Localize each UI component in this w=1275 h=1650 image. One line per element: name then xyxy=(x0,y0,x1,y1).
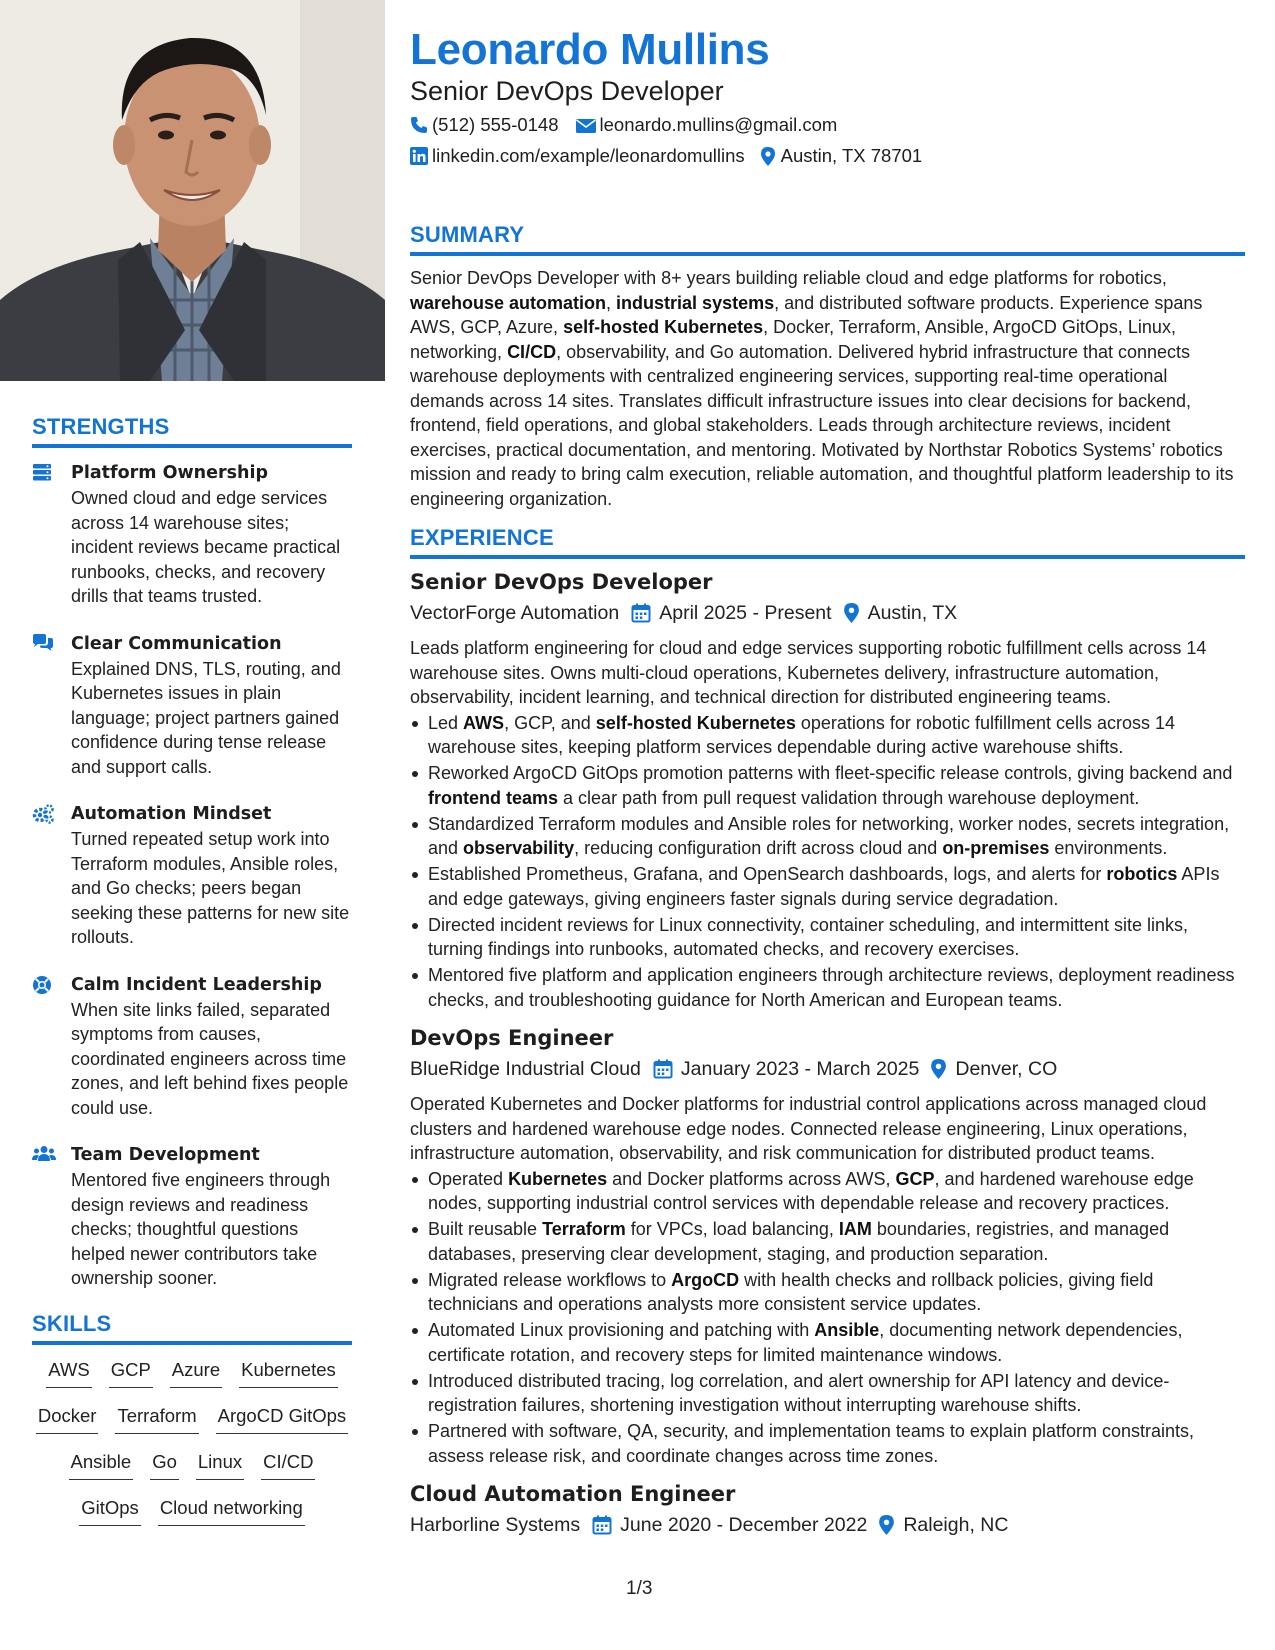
map-pin-icon xyxy=(844,603,860,623)
chat-bubbles-icon xyxy=(32,634,54,654)
summary-section xyxy=(410,222,1245,511)
map-pin-icon xyxy=(879,1515,895,1535)
company-name: BlueRidge Industrial Cloud xyxy=(410,1058,641,1080)
skill-tag: Cloud networking xyxy=(158,1496,305,1526)
strength-text: Turned repeated setup work into Terraform modules, Ansible roles, and Go checks; peers began seeking these patterns for new site rollouts. xyxy=(71,829,350,947)
bullet-item: Automated Linux provisioning and patching with Ansible, documenting network dependencies, certificate rotation, and recovery steps for limited maintenance windows. xyxy=(410,1318,1245,1367)
skill-tag: AWS xyxy=(46,1358,91,1388)
strength-text: When site links failed, separated symptoms from causes, coordinated engineers across time zones, and left behind fixes people could use. xyxy=(71,999,349,1118)
strength-title: Clear Communication xyxy=(71,633,282,654)
job-location: Denver, CO xyxy=(955,1058,1058,1080)
calendar-icon xyxy=(592,1515,612,1535)
bullet-item: Standardized Terraform modules and Ansible roles for networking, worker nodes, secrets integration, and observability, reducing configuration drift across cloud and on-premises environments. xyxy=(410,812,1245,861)
email-contact[interactable] xyxy=(576,113,838,137)
skills-heading: SKILLS xyxy=(32,1311,112,1336)
job-entry xyxy=(410,568,1245,1012)
section-divider xyxy=(410,252,1245,256)
strength-item xyxy=(32,462,352,609)
strength-title: Automation Mindset xyxy=(71,804,272,824)
linkedin-icon xyxy=(410,147,428,165)
skill-tag: GCP xyxy=(109,1358,153,1388)
strength-text: Explained DNS, TLS, routing, and Kubernetes issues in plain language; project partners gained confidence during tense release and support calls. xyxy=(71,658,341,777)
server-icon xyxy=(32,463,54,483)
job-title: Senior DevOps Developer xyxy=(410,570,713,594)
job-location: Raleigh, NC xyxy=(903,1514,1009,1536)
skill-tag: GitOps xyxy=(79,1496,141,1526)
job-dates: June 2020 - December 2022 xyxy=(620,1514,868,1536)
phone-number: (512) 555-0148 xyxy=(432,114,559,135)
job-description: Leads platform engineering for cloud and edge services supporting robotic fulfillment cells across 14 warehouse sites. Owns multi-cloud operations, Kubernetes delivery, infrastructure automation, observability, incident learning, and technical direction for distributed engineering teams. xyxy=(410,638,1207,707)
gears-icon xyxy=(32,804,54,824)
candidate-title: Senior DevOps Developer xyxy=(410,76,724,106)
job-meta xyxy=(410,1055,1245,1083)
section-divider xyxy=(410,555,1245,559)
envelope-icon xyxy=(576,116,596,134)
strength-text: Owned cloud and edge services across 14 warehouse sites; incident reviews became practical runbooks, checks, and recovery drills that teams trusted. xyxy=(71,488,341,606)
job-dates: April 2025 - Present xyxy=(659,602,832,624)
candidate-name: Leonardo Mullins xyxy=(410,25,770,74)
skill-row xyxy=(32,1450,352,1496)
strengths-heading: STRENGTHS xyxy=(32,414,170,439)
bullet-item: Operated Kubernetes and Docker platforms across AWS, GCP, and hardened warehouse edge nodes, supporting industrial control services with dependable release and recovery practices. xyxy=(410,1167,1245,1216)
skill-row xyxy=(32,1404,352,1450)
company-name: VectorForge Automation xyxy=(410,602,620,624)
skill-tag: Azure xyxy=(170,1358,222,1388)
skill-row xyxy=(32,1358,352,1404)
job-title: Cloud Automation Engineer xyxy=(410,1482,736,1506)
job-bullets xyxy=(410,711,1245,1013)
skill-tag: Terraform xyxy=(115,1404,198,1434)
map-pin-icon xyxy=(761,147,777,165)
strength-item xyxy=(32,974,352,1121)
skill-tag: CI/CD xyxy=(261,1450,315,1480)
calendar-icon xyxy=(631,603,651,623)
job-meta xyxy=(410,1511,1245,1539)
job-dates: January 2023 - March 2025 xyxy=(680,1058,920,1080)
section-divider xyxy=(32,444,352,448)
job-entry xyxy=(410,1024,1245,1468)
skill-row xyxy=(32,1496,352,1542)
experience-section xyxy=(410,525,1245,1539)
job-title: DevOps Engineer xyxy=(410,1026,614,1050)
job-meta xyxy=(410,599,1245,627)
bullet-item: Introduced distributed tracing, log correlation, and alert ownership for API latency and device-registration failures, shortening investigation without interrupting warehouse shifts. xyxy=(410,1369,1245,1418)
skill-tag: Go xyxy=(150,1450,179,1480)
bullet-item: Mentored five platform and application engineers through architecture reviews, deployment readiness checks, and troubleshooting guidance for North American and European teams. xyxy=(410,963,1245,1012)
bullet-item: Built reusable Terraform for VPCs, load balancing, IAM boundaries, registries, and managed databases, preserving clear development, staging, and production separation. xyxy=(410,1217,1245,1266)
contact-line xyxy=(410,113,837,137)
location-contact xyxy=(761,144,923,168)
job-entry xyxy=(410,1480,1245,1539)
strength-text: Mentored five engineers through design reviews and readiness checks; thoughtful questions helped newer contributors take ownership sooner. xyxy=(71,1170,331,1288)
strength-title: Platform Ownership xyxy=(71,463,268,483)
linkedin-contact[interactable] xyxy=(410,144,745,168)
strength-item xyxy=(32,633,352,780)
summary-text: Senior DevOps Developer with 8+ years building reliable cloud and edge platforms for robotics, warehouse automation, industrial systems, and distributed software products. Experience spans AWS, GCP, Azure, self-hosted Kubernetes, Docker, Terraform, Ansible, ArgoCD GitOps, Linux, networking, CI/CD, observability, and Go automation. Delivered hybrid infrastructure that connects warehouse deployments with centralized engineering services, supporting real-time operational demands across 14 sites. Translates difficult infrastructure issues into clear decisions for backend, frontend, field operations, and global stakeholders. Leads through architecture reviews, incident exercises, practical documentation, and mentoring. Motivated by Northstar Robotics Systems’ robotics mission and ready to bring calm execution, reliable automation, and thoughtful platform leadership to its engineering organization. xyxy=(410,268,1234,509)
page-number: 1/3 xyxy=(626,1578,653,1599)
job-description: Operated Kubernetes and Docker platforms for industrial control applications across managed cloud clusters and hardened warehouse edge nodes. Connected release engineering, Linux operations, infrastructure automation, observability, and risk communication for distributed product teams. xyxy=(410,1094,1207,1163)
skill-tag: Docker xyxy=(36,1404,99,1434)
email-address: leonardo.mullins@gmail.com xyxy=(599,114,838,135)
left-column xyxy=(0,0,385,1650)
summary-heading: SUMMARY xyxy=(410,222,525,247)
strength-title: Team Development xyxy=(71,1145,260,1165)
contact-line xyxy=(410,144,922,168)
job-bullets xyxy=(410,1167,1245,1469)
jobs-list xyxy=(410,568,1245,1539)
calendar-icon xyxy=(653,1059,673,1079)
life-ring-icon xyxy=(32,975,54,995)
strength-item xyxy=(32,803,352,950)
skill-tag: Kubernetes xyxy=(239,1358,338,1388)
strength-title: Calm Incident Leadership xyxy=(71,974,322,995)
map-pin-icon xyxy=(931,1059,947,1079)
bullet-item: Migrated release workflows to ArgoCD with health checks and rollback policies, giving field technicians and operations analysts more consistent service updates. xyxy=(410,1268,1245,1317)
skill-tag: Ansible xyxy=(69,1450,134,1480)
skill-tag: ArgoCD GitOps xyxy=(216,1404,349,1434)
job-location: Austin, TX xyxy=(867,602,958,624)
strength-item xyxy=(32,1144,352,1291)
bullet-item: Directed incident reviews for Linux connectivity, container scheduling, and intermittent site links, turning findings into runbooks, automated checks, and recovery exercises. xyxy=(410,913,1245,962)
skills-section xyxy=(32,1311,352,1542)
phone-icon xyxy=(410,116,428,134)
location-text: Austin, TX 78701 xyxy=(780,145,923,166)
bullet-item: Partnered with software, QA, security, and implementation teams to explain platform constraints, assess release risk, and coordinate changes across time zones. xyxy=(410,1419,1245,1468)
section-divider xyxy=(32,1341,352,1345)
linkedin-url: linkedin.com/example/leonardomullins xyxy=(432,145,745,166)
skill-tag: Linux xyxy=(196,1450,244,1480)
bullet-item: Reworked ArgoCD GitOps promotion patterns with fleet-specific release controls, giving backend and frontend teams a clear path from pull request validation through warehouse deployment. xyxy=(410,761,1245,810)
bullet-item: Established Prometheus, Grafana, and OpenSearch dashboards, logs, and alerts for robotics APIs and edge gateways, giving engineers faster signals during service degradation. xyxy=(410,862,1245,911)
bullet-item: Led AWS, GCP, and self-hosted Kubernetes operations for robotic fulfillment cells across 14 warehouse sites, keeping platform services dependable during active warehouse shifts. xyxy=(410,711,1245,760)
phone-contact[interactable] xyxy=(410,113,559,137)
users-icon xyxy=(32,1145,54,1165)
strengths-section xyxy=(32,414,352,1291)
experience-heading: EXPERIENCE xyxy=(410,525,554,550)
profile-photo xyxy=(0,0,385,381)
company-name: Harborline Systems xyxy=(410,1514,581,1536)
